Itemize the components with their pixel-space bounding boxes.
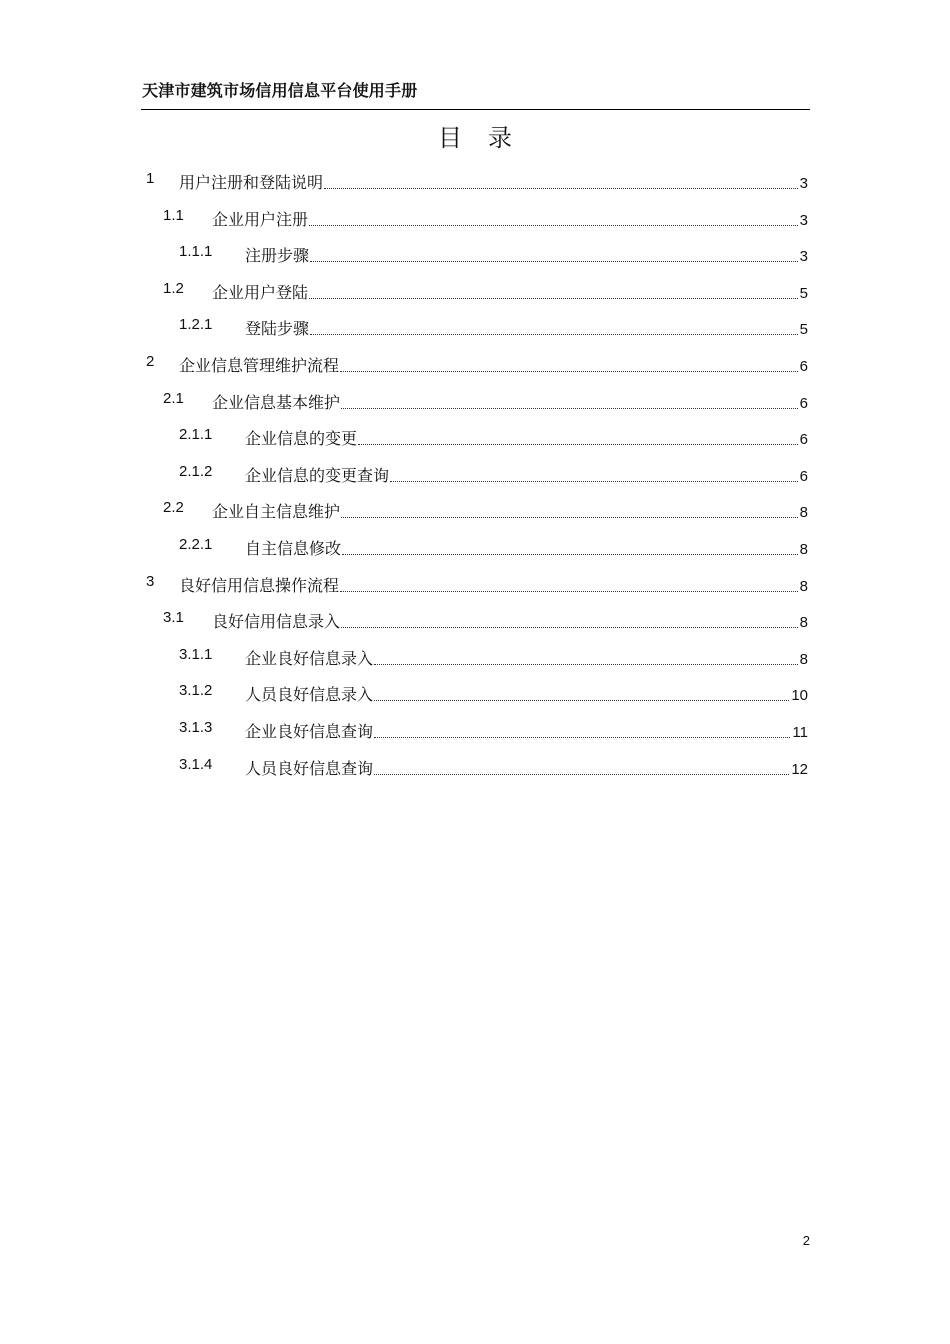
toc-entry-page: 3: [799, 248, 808, 266]
toc-entry-title: 人员良好信息查询: [245, 758, 374, 778]
toc-entry-number: 3.1.4: [179, 755, 213, 773]
toc-entry-page: 8: [799, 614, 808, 632]
toc-entry-line: [245, 756, 808, 779]
toc-entry-number: 3.1.3: [179, 718, 213, 736]
toc-entry[interactable]: [0, 455, 950, 492]
toc-dot-leader: [390, 480, 798, 482]
toc-dot-leader: [374, 699, 789, 701]
toc-entry-title: 企业信息基本维护: [212, 392, 341, 412]
toc-entry-title: 企业用户注册: [212, 209, 309, 229]
toc-entry-page: 5: [799, 321, 808, 339]
toc-entry-line: [245, 719, 808, 742]
toc-entry-line: [212, 499, 808, 522]
toc-entry-title: 企业良好信息录入: [245, 648, 374, 668]
toc-entry-number: 1.1: [163, 206, 184, 224]
toc-entry-title: 企业信息的变更查询: [245, 465, 390, 485]
toc-entry[interactable]: [0, 565, 950, 602]
toc-entry-number: 2.1: [163, 389, 184, 407]
toc-dot-leader: [341, 626, 798, 628]
page-number: 2: [802, 1233, 810, 1248]
toc-entry-page: 8: [799, 540, 808, 558]
toc-entry-title: 登陆步骤: [245, 319, 310, 339]
toc-entry-line: [179, 573, 808, 596]
toc-entry[interactable]: [0, 638, 950, 675]
toc-entry[interactable]: [0, 162, 950, 199]
toc-entry[interactable]: [0, 491, 950, 528]
toc-entry-number: 3.1.1: [179, 645, 213, 663]
toc-entry-line: [212, 609, 808, 632]
toc-entry-title: 良好信用信息录入: [212, 612, 341, 632]
toc-entry-number: 3.1.2: [179, 682, 213, 700]
toc-entry-page: 8: [799, 650, 808, 668]
toc-entry-number: 2: [146, 352, 155, 370]
toc-entry[interactable]: [0, 674, 950, 711]
toc-entry-title: 企业良好信息查询: [245, 721, 374, 741]
toc-entry-line: [245, 536, 808, 559]
toc-entry[interactable]: [0, 235, 950, 272]
toc-dot-leader: [358, 443, 798, 445]
toc-entry-number: 3: [146, 572, 155, 590]
toc-entry-title: 企业用户登陆: [212, 282, 309, 302]
toc-entry-line: [245, 426, 808, 449]
toc-entry-page: 3: [799, 211, 808, 229]
toc-entry-line: [212, 280, 808, 303]
toc-entry-number: 2.1.2: [179, 462, 213, 480]
toc-entry-title: 用户注册和登陆说明: [179, 173, 324, 192]
toc-dot-leader: [310, 260, 798, 262]
toc-entry-page: 6: [799, 467, 808, 485]
toc-dot-leader: [310, 333, 798, 335]
toc-entry-number: 1.2.1: [179, 316, 213, 334]
toc-entry-number: 1.1.1: [179, 243, 213, 261]
toc-entry-page: 6: [799, 394, 808, 412]
toc-entry-page: 11: [792, 723, 808, 741]
toc-entry[interactable]: [0, 308, 950, 345]
toc-dot-leader: [309, 224, 798, 226]
toc-entry-page: 6: [799, 431, 808, 449]
toc-entry[interactable]: [0, 272, 950, 309]
toc-dot-leader: [342, 553, 798, 555]
toc-dot-leader: [341, 407, 798, 409]
toc-entry-title: 良好信用信息操作流程: [179, 575, 340, 595]
toc-entry[interactable]: [0, 711, 950, 748]
toc-dot-leader: [341, 516, 798, 518]
toc-entry-number: 2.2: [163, 499, 184, 517]
toc-entry-page: 12: [791, 760, 808, 778]
toc-entry[interactable]: [0, 601, 950, 638]
toc-entry-page: 6: [799, 357, 808, 375]
header-rule: [141, 109, 810, 110]
toc-entry[interactable]: [0, 199, 950, 236]
toc-dot-leader: [340, 590, 798, 592]
toc-entry-line: [212, 390, 808, 413]
toc-entry-number: 1.2: [163, 279, 184, 297]
toc-entry-title: 自主信息修改: [245, 538, 342, 558]
toc-entry-line: [212, 207, 808, 230]
toc-entry-title: 注册步骤: [245, 246, 310, 266]
table-of-contents: [0, 162, 950, 784]
toc-entry-page: 3: [799, 175, 808, 192]
toc-entry-number: 2.2.1: [179, 535, 213, 553]
toc-entry-title: 人员良好信息录入: [245, 685, 374, 705]
toc-entry[interactable]: [0, 748, 950, 785]
toc-entry-page: 10: [791, 687, 808, 705]
toc-entry-page: 5: [799, 284, 808, 302]
toc-dot-leader: [374, 736, 790, 738]
toc-entry-page: 8: [799, 504, 808, 522]
toc-entry-line: [245, 646, 808, 669]
toc-entry-line: [245, 682, 808, 705]
toc-entry-number: 2.1.1: [179, 426, 213, 444]
toc-entry-page: 8: [799, 577, 808, 595]
running-header: 天津市建筑市场信用信息平台使用手册: [142, 81, 418, 100]
toc-dot-leader: [374, 773, 789, 775]
toc-entry-title: 企业信息管理维护流程: [179, 355, 340, 375]
toc-title: 目录: [438, 124, 538, 152]
toc-entry-title: 企业信息的变更: [245, 429, 358, 449]
toc-dot-leader: [374, 663, 798, 665]
toc-entry-line: [245, 316, 808, 339]
toc-entry[interactable]: [0, 528, 950, 565]
toc-dot-leader: [324, 187, 798, 189]
toc-entry-title: 企业自主信息维护: [212, 502, 341, 522]
toc-entry-line: [245, 243, 808, 266]
toc-dot-leader: [340, 370, 798, 372]
toc-entry[interactable]: [0, 382, 950, 419]
toc-entry-line: [179, 170, 808, 193]
toc-entry-line: [245, 463, 808, 486]
toc-dot-leader: [309, 297, 798, 299]
toc-entry-line: [179, 353, 808, 376]
toc-entry[interactable]: [0, 345, 950, 382]
toc-entry[interactable]: [0, 418, 950, 455]
toc-entry-number: 3.1: [163, 609, 184, 627]
toc-entry-number: 1: [146, 170, 155, 187]
